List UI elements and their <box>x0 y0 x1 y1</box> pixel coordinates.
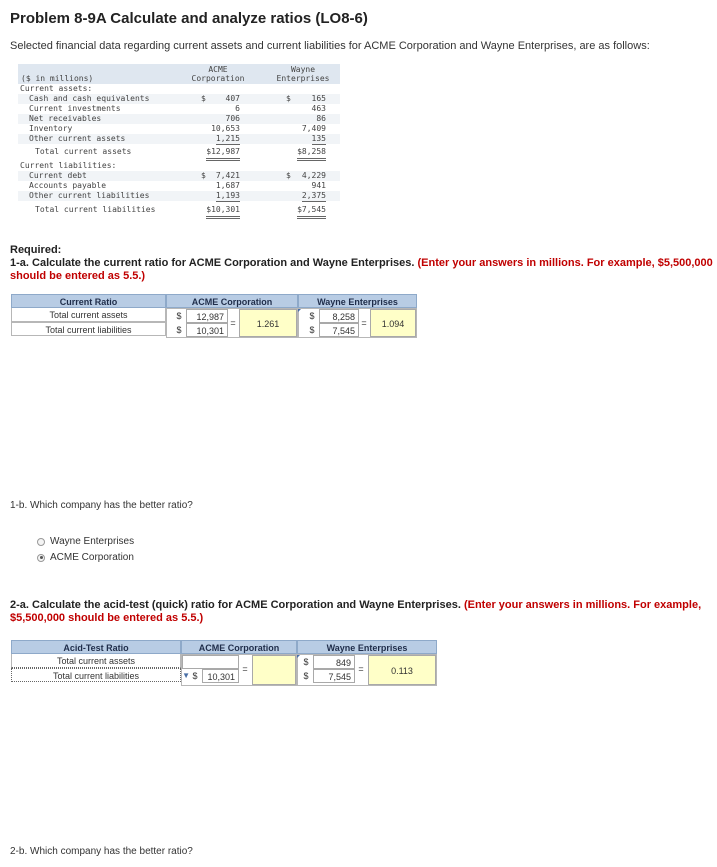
radio-button-icon[interactable] <box>37 538 45 546</box>
radio-acme-corporation[interactable]: ACME Corporation <box>37 552 134 563</box>
table-row: Accounts payable 1,687 941 <box>29 181 326 190</box>
radio-wayne-enterprises[interactable]: Wayne Enterprises <box>37 536 134 547</box>
numerator-label: Total current assets <box>11 308 166 322</box>
acme-total-current-liabilities-input[interactable]: 10,301 <box>202 669 239 683</box>
current-ratio-header: Current Ratio <box>11 294 166 308</box>
wayne-quick-assets-input[interactable]: 849 <box>313 655 355 669</box>
intro-text: Selected financial data regarding current assets and current liabilities for ACME Corporation and Wayne Enterprises, are as follows: <box>10 40 650 52</box>
current-assets-heading: Current assets: <box>20 84 93 93</box>
dropdown-arrow-icon[interactable]: ▼ <box>182 671 190 680</box>
table-row: Other current liabilities 1,193 2,375 <box>18 191 340 201</box>
radio-button-selected-icon[interactable] <box>37 554 45 562</box>
acme-current-assets-input[interactable]: 12,987 <box>186 309 228 323</box>
acme-current-ratio-result[interactable]: 1.261 <box>239 309 297 337</box>
question-1b: 1-b. Which company has the better ratio? <box>10 500 193 511</box>
table-row: Current debt $ 7,421 $ 4,229 <box>18 171 340 181</box>
acme-total-current-assets-input[interactable] <box>182 655 239 669</box>
question-2a <box>10 599 717 625</box>
units-label: ($ in millions) <box>21 74 94 83</box>
acid-test-header: Acid-Test Ratio <box>11 640 181 654</box>
denominator-dropdown[interactable]: Total current liabilities ▼ <box>11 668 181 682</box>
wayne-header: Wayne Enterprises <box>297 640 437 654</box>
acme-acid-test-result[interactable] <box>252 655 296 685</box>
wayne-column-header: Wayne Enterprises <box>276 65 330 83</box>
wayne-acid-test-result[interactable]: 0.113 <box>368 655 436 685</box>
question-1a-note: (Enter your answers in millions. For example, $5,500,000 should be entered as 5.5.) <box>10 257 713 282</box>
wayne-current-ratio-result[interactable]: 1.094 <box>370 309 416 337</box>
question-2a-label: 2-a. Calculate the acid-test (quick) ratio for ACME Corporation and Wayne Enterprises. <box>10 599 461 611</box>
question-1a-label: 1-a. Calculate the current ratio for ACME Corporation and Wayne Enterprises. <box>10 257 415 269</box>
question-1a: Required: 1-a. Calculate the current ratio for ACME Corporation and Wayne Enterprises. (Enter your answers in millions. For example, $5,500,000 should be entered as 5.5.) <box>10 244 713 282</box>
table-row: Cash and cash equivalents $ 407 $ 165 <box>18 94 340 104</box>
question-2b: 2-b. Which company has the better ratio? <box>10 846 193 857</box>
table-row: Inventory 10,653 7,409 <box>29 124 326 133</box>
table-row: Current investments 6 463 <box>29 104 326 113</box>
acme-column-header: ACME Corporation <box>191 65 245 83</box>
acid-test-ratio-table: Acid-Test Ratio ACME Corporation Wayne Enterprises Total current assets Total current liabilities ▼ $ 10,301 = $ 849 $ 7,545 = 0.113 <box>11 640 437 686</box>
wayne-header: Wayne Enterprises <box>298 294 417 308</box>
current-ratio-table: Current Ratio ACME Corporation Wayne Enterprises Total current assets Total current liabilities $ 12,987 $ 10,301 = 1.261 $ 8,258 $ 7,545 = 1.094 <box>11 294 417 338</box>
numerator-dropdown[interactable]: Total current assets <box>11 654 181 668</box>
acme-header: ACME Corporation <box>181 640 297 654</box>
acme-header: ACME Corporation <box>166 294 298 308</box>
acme-current-liabilities-input[interactable]: 10,301 <box>186 323 228 337</box>
wayne-current-liabilities-input[interactable]: 7,545 <box>319 323 359 337</box>
wayne-current-assets-input[interactable]: 8,258 <box>319 309 359 323</box>
total-current-liabilities-row: Total current liabilities $10,301 $7,545 <box>18 204 340 216</box>
current-liabilities-heading: Current liabilities: <box>20 161 117 170</box>
table-row: Net receivables 706 86 <box>18 114 340 124</box>
question-2a-note: (Enter your answers in millions. For example, $5,500,000 should be entered as 5.5.) <box>10 599 702 624</box>
table-row: Other current assets 1,215 135 <box>18 134 340 144</box>
denominator-label: Total current liabilities <box>11 322 166 336</box>
page-title: Problem 8-9A Calculate and analyze ratios (LO8-6) <box>10 10 368 27</box>
wayne-total-current-liabilities-input[interactable]: 7,545 <box>313 669 355 683</box>
total-current-assets-row: Total current assets $12,987 $8,258 <box>18 146 340 158</box>
